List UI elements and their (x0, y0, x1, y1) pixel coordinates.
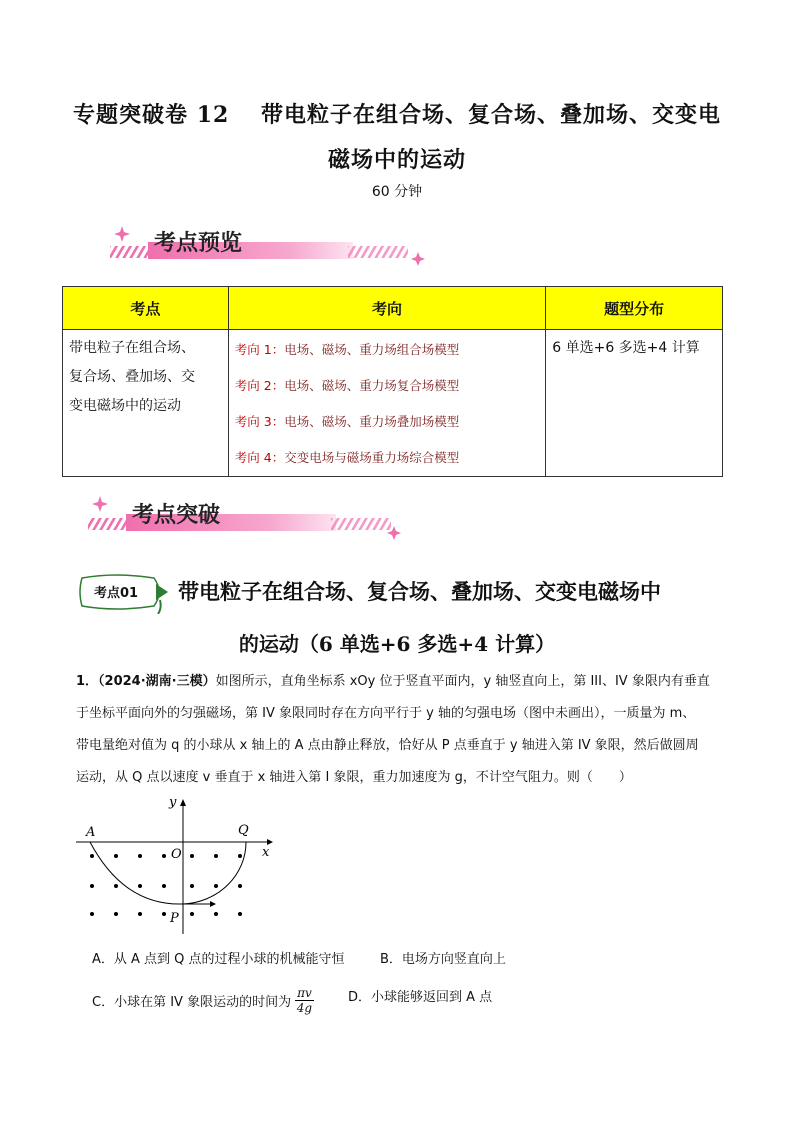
label-p: P (170, 911, 179, 926)
option-d: D．小球能够返回到 A 点 (348, 990, 493, 1005)
fraction-denominator: 4g (296, 1001, 313, 1015)
table-cell-distribution (546, 330, 723, 477)
fraction-numerator: πv (297, 986, 312, 1000)
topic-line: 复合场、叠加场、交 (69, 369, 195, 385)
question-line: 运动，从 Q 点以速度 v 垂直于 x 轴进入第 I 象限，重力加速度为 g，不计空气阻力。则（ ） (76, 770, 632, 785)
topic-table (62, 286, 723, 477)
question-line: 于坐标平面向外的匀强磁场，第 IV 象限同时存在方向平行于 y 轴的匀强电场（图中未画出），一质量为 m、 (76, 706, 696, 721)
badge-text: 考点01 (94, 586, 139, 601)
table-header-direction: 考向 (228, 287, 545, 330)
breakthrough-banner (86, 492, 406, 538)
option-b: B．电场方向竖直向上 (380, 952, 506, 967)
breakthrough-banner-title: 考点突破 (132, 503, 221, 528)
duration-text: 60 分钟 (371, 184, 423, 200)
page-title-line2: 磁场中的运动 (327, 147, 466, 173)
label-y: y (169, 796, 177, 810)
topic-badge (76, 572, 170, 612)
option-c (92, 986, 314, 1015)
label-x: x (262, 845, 270, 860)
question-line: 1．（2024·湖南·三模）如图所示，直角坐标系 xOy 位于竖直平面内，y 轴竖直向上，第 III、IV 象限内有垂直 (76, 674, 710, 689)
direction-item: 考向 2：电场、磁场、重力场复合场模型 (234, 378, 460, 393)
magnetic-field-dots (90, 854, 242, 916)
table-cell-directions (228, 330, 545, 477)
distribution-text: 6 单选+6 多选+4 计算 (552, 340, 700, 356)
section-heading-line2: 的运动（6 单选+6 多选+4 计算） (238, 632, 556, 656)
direction-item: 考向 4：交变电场与磁场重力场综合模型 (234, 450, 460, 465)
preview-banner (108, 222, 418, 268)
topic-line: 带电粒子在组合场、 (69, 340, 195, 356)
preview-banner-title: 考点预览 (154, 231, 243, 256)
field-diagram (74, 796, 274, 936)
table-cell-topic (63, 330, 229, 477)
direction-item: 考向 1：电场、磁场、重力场组合场模型 (234, 342, 460, 357)
physics-figure (74, 796, 274, 936)
question-text (76, 666, 736, 794)
direction-item: 考向 3：电场、磁场、重力场叠加场模型 (234, 414, 460, 429)
section-heading-line1: 带电粒子在组合场、复合场、叠加场、交变电磁场中 (178, 579, 661, 604)
option-c-text: C．小球在第 IV 象限运动的时间为 (92, 995, 292, 1010)
topic-line: 变电磁场中的运动 (69, 398, 181, 414)
question-line: 带电量绝对值为 q 的小球从 x 轴上的 A 点由静止释放，恰好从 P 点垂直于 y 轴进入第 IV 象限，然后做圆周 (76, 738, 699, 753)
page-title-line1: 专题突破卷 12 带电粒子在组合场、复合场、叠加场、交变电 (73, 102, 721, 128)
table-header-distribution: 题型分布 (546, 287, 723, 330)
label-a: A (86, 825, 96, 840)
fraction (295, 986, 314, 1015)
table-header-topic: 考点 (63, 287, 229, 330)
label-q: Q (238, 823, 249, 838)
label-o: O (171, 847, 182, 862)
option-a: A．从 A 点到 Q 点的过程小球的机械能守恒 (92, 952, 345, 967)
